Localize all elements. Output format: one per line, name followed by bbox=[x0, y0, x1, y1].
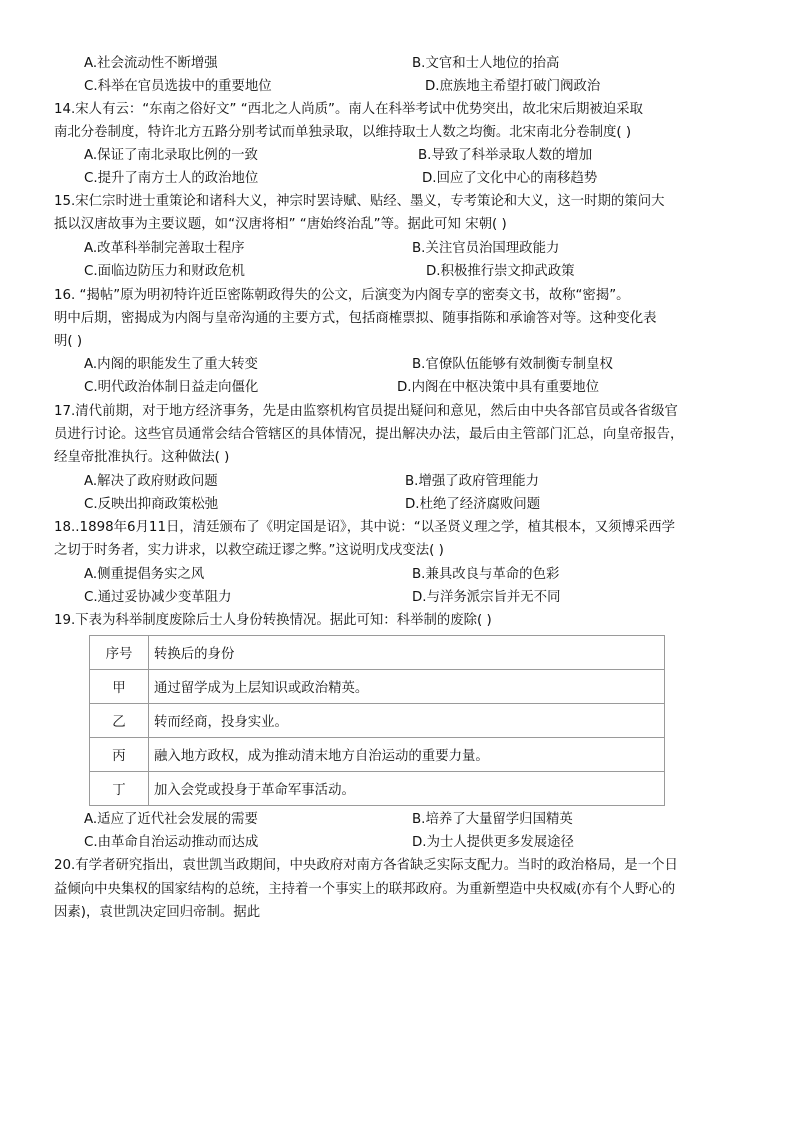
q19-stem-line-1: 19.下表为科举制度废除后士人身份转换情况。据此可知：科举制的废除( ) bbox=[54, 613, 492, 628]
table-cell: 融入地方政权，成为推动清末地方自治运动的重要力量。 bbox=[149, 738, 665, 772]
q18-option-b: B.兼具改良与革命的色彩 bbox=[412, 567, 560, 582]
q20-stem-line-2: 益倾向中央集权的国家结构的总统，主持着一个事实上的联邦政府。为重新塑造中央权威(亦有个人野心的 bbox=[54, 882, 676, 897]
table-cell: 丁 bbox=[90, 772, 149, 806]
q16-option-d: D.内阁在中枢决策中具有重要地位 bbox=[397, 380, 600, 395]
q17-option-a: A.解决了政府财政问题 bbox=[84, 474, 218, 489]
q13-option-a: A.社会流动性不断增强 bbox=[84, 56, 218, 71]
q19-option-c: C.由革命自治运动推动而达成 bbox=[84, 835, 259, 850]
q14-option-a: A.保证了南北录取比例的一致 bbox=[84, 148, 258, 163]
q15-option-c: C.面临边防压力和财政危机 bbox=[84, 264, 245, 279]
q13-option-d: D.庶族地主希望打破门阀政治 bbox=[425, 79, 601, 94]
table-cell: 乙 bbox=[90, 704, 149, 738]
q19-option-d: D.为士人提供更多发展途径 bbox=[412, 835, 574, 850]
q19-option-b: B.培养了大量留学归国精英 bbox=[412, 812, 573, 827]
q20-stem-line-1: 20.有学者研究指出，袁世凯当政期间，中央政府对南方各省缺乏实际支配力。当时的政治格局，是一个日 bbox=[54, 858, 678, 873]
q16-stem-line-2: 明中后期，密揭成为内阁与皇帝沟通的主要方式，包括商榷票拟、随事指陈和承谕答对等。这种变化表 bbox=[54, 311, 657, 326]
q17-option-b: B.增强了政府管理能力 bbox=[405, 474, 539, 489]
table-cell: 加入会党或投身于革命军事活动。 bbox=[149, 772, 665, 806]
q19-option-a: A.适应了近代社会发展的需要 bbox=[84, 812, 258, 827]
table-header-cell: 转换后的身份 bbox=[149, 636, 665, 670]
q20-stem-line-3: 因素)，袁世凯决定回归帝制。据此 bbox=[54, 905, 261, 920]
table-cell: 丙 bbox=[90, 738, 149, 772]
q17-stem-line-3: 经皇帝批准执行。这种做法( ) bbox=[54, 450, 230, 465]
q13-option-b: B.文官和士人地位的抬高 bbox=[412, 56, 560, 71]
q15-option-d: D.积极推行崇文抑武政策 bbox=[426, 264, 575, 279]
table-cell: 通过留学成为上层知识或政治精英。 bbox=[149, 670, 665, 704]
q18-option-a: A.侧重提倡务实之风 bbox=[84, 567, 205, 582]
q17-option-d: D.杜绝了经济腐败问题 bbox=[405, 497, 541, 512]
table-cell: 转而经商，投身实业。 bbox=[149, 704, 665, 738]
q14-option-d: D.回应了文化中心的南移趋势 bbox=[422, 171, 598, 186]
q17-option-c: C.反映出抑商政策松弛 bbox=[84, 497, 219, 512]
q18-stem-line-2: 之切于时务者，实力讲求，以救空疏迂谬之弊。”这说明戊戌变法( ) bbox=[54, 543, 444, 558]
q18-option-d: D.与洋务派宗旨并无不同 bbox=[412, 590, 561, 605]
table-row bbox=[90, 738, 665, 772]
q16-option-c: C.明代政治体制日益走向僵化 bbox=[84, 380, 259, 395]
q13-option-c: C.科举在官员选拔中的重要地位 bbox=[84, 79, 272, 94]
table-header-row bbox=[90, 636, 665, 670]
table-row bbox=[90, 772, 665, 806]
q16-stem-line-1: 16. “揭帖”原为明初特许近臣密陈朝政得失的公文，后演变为内阁专享的密奏文书，故称“密揭”。 bbox=[54, 288, 630, 303]
q16-option-a: A.内阁的职能发生了重大转变 bbox=[84, 357, 258, 372]
q19-identity-table bbox=[89, 635, 665, 806]
q14-option-b: B.导致了科举录取人数的增加 bbox=[418, 148, 593, 163]
q15-stem-line-1: 15.宋仁宗时进士重策论和诸科大义，神宗时罢诗赋、贴经、墨义，专考策论和大义，这一时期的策问大 bbox=[54, 194, 665, 209]
q14-stem-line-2: 南北分卷制度，特许北方五路分别考试而单独录取，以维持取士人数之均衡。北宋南北分卷制度( ) bbox=[54, 125, 632, 140]
q15-option-a: A.改革科举制完善取士程序 bbox=[84, 241, 245, 256]
q14-stem-line-1: 14.宋人有云：“东南之俗好文” “西北之人尚质”。南人在科举考试中优势突出，故北宋后期被迫采取 bbox=[54, 102, 643, 117]
table-row bbox=[90, 704, 665, 738]
table-header-cell: 序号 bbox=[90, 636, 149, 670]
q15-stem-line-2: 抵以汉唐故事为主要议题，如“汉唐将相” “唐始终治乱”等。据此可知 宋朝( ) bbox=[54, 217, 507, 232]
table-cell: 甲 bbox=[90, 670, 149, 704]
q18-stem-line-1: 18..1898年6月11日，清廷颁布了《明定国是诏》，其中说：“以圣贤义理之学，植其根本，又须博采西学 bbox=[54, 520, 676, 535]
q18-option-c: C.通过妥协减少变革阻力 bbox=[84, 590, 232, 605]
q16-option-b: B.官僚队伍能够有效制衡专制皇权 bbox=[412, 357, 613, 372]
q17-stem-line-1: 17.清代前期，对于地方经济事务，先是由监察机构官员提出疑问和意见，然后由中央各部官员或各省级官 bbox=[54, 404, 678, 419]
table-row bbox=[90, 670, 665, 704]
q16-stem-line-3: 明( ) bbox=[54, 334, 83, 349]
q14-option-c: C.提升了南方士人的政治地位 bbox=[84, 171, 259, 186]
q15-option-b: B.关注官员治国理政能力 bbox=[412, 241, 560, 256]
q17-stem-line-2: 员进行讨论。这些官员通常会结合管辖区的具体情况，提出解决办法，最后由主管部门汇总，向皇帝报告， bbox=[54, 427, 684, 442]
